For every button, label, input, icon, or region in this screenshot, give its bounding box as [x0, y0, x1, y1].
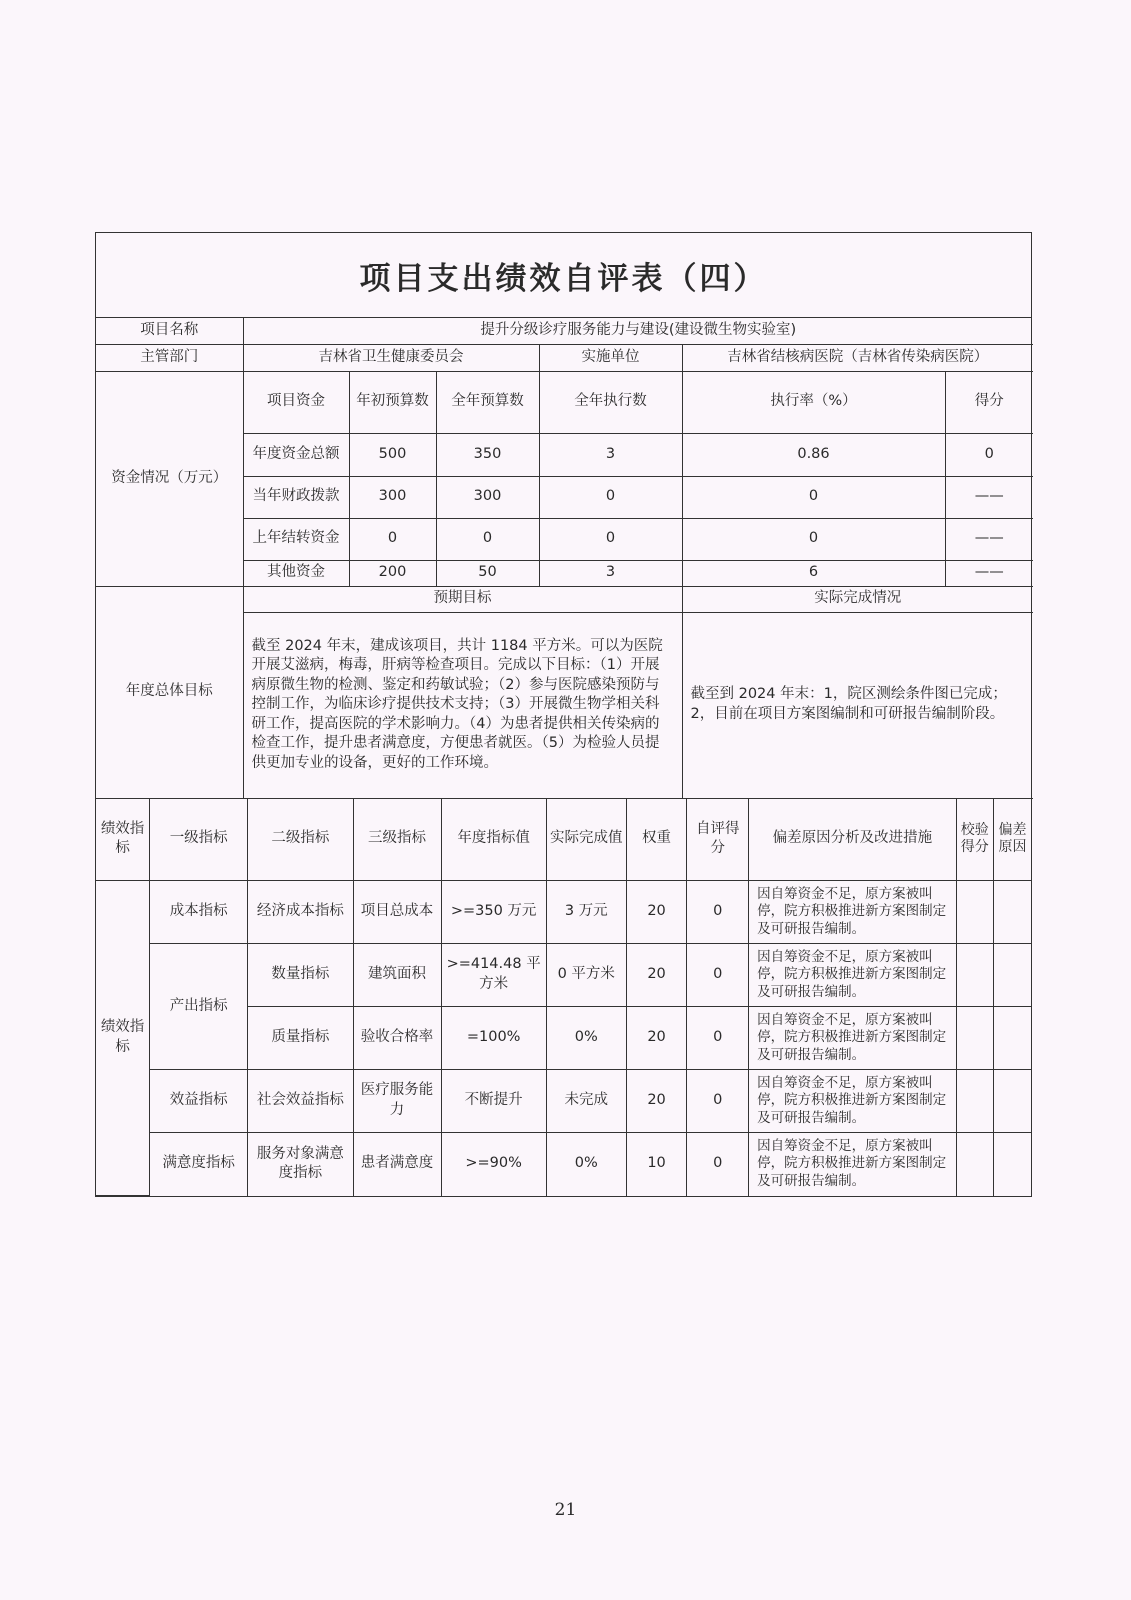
- funds-cell: 其他资金: [243, 560, 349, 586]
- perf-header: 一级指标: [150, 799, 248, 881]
- page-number: 21: [554, 1500, 577, 1520]
- perf-header: 绩效指标: [96, 799, 150, 881]
- perf-check-score: [956, 1007, 993, 1070]
- perf-reason: 因自筹资金不足，原方案被叫停，院方积极推进新方案图制定及可研报告编制。: [749, 1133, 956, 1196]
- perf-actual: 3 万元: [546, 881, 626, 944]
- perf-l1: 成本指标: [150, 881, 248, 944]
- perf-row: [96, 944, 1031, 1007]
- perf-weight: 20: [626, 881, 687, 944]
- funds-cell: 350: [436, 433, 539, 476]
- perf-weight: 10: [626, 1133, 687, 1196]
- funds-cell: ——: [945, 476, 1033, 518]
- perf-actual: 未完成: [546, 1070, 626, 1133]
- perf-l1: 效益指标: [150, 1070, 248, 1133]
- funds-cell: 0: [349, 518, 436, 560]
- perf-target: 不断提升: [441, 1070, 546, 1133]
- impl-label: 实施单位: [539, 344, 682, 371]
- perf-actual: 0%: [546, 1007, 626, 1070]
- funds-cell: 6: [682, 560, 945, 586]
- perf-l3: 项目总成本: [353, 881, 441, 944]
- perf-l2: 社会效益指标: [248, 1070, 353, 1133]
- dept-row: [96, 344, 1033, 371]
- perf-check-score: [956, 1133, 993, 1196]
- funds-cell: 0: [945, 433, 1033, 476]
- expected-goal-text: 截至 2024 年末，建成该项目，共计 1184 平方米。可以为医院开展艾滋病，梅毒，肝病等检查项目。完成以下目标：（1）开展病原微生物的检测、鉴定和药敏试验；（2）参与医院感染预防与控制工作，为临床诊疗提供技术支持；（3）开展微生物学相关科研工作，提高医院的学术影响力。（4）为患者提供相关传染病的检查工作，提升患者满意度，方便患者就医。（5）为检验人员提供更加专业的设备，更好的工作环境。: [243, 612, 682, 798]
- perf-row: [96, 1133, 1031, 1196]
- perf-target: >=90%: [441, 1133, 546, 1196]
- funds-cell: 3: [539, 433, 682, 476]
- perf-row: [96, 881, 1031, 944]
- expected-goal-header: 预期目标: [243, 586, 682, 612]
- perf-check-score: [956, 944, 993, 1007]
- project-name-row: [96, 318, 1033, 344]
- perf-header: 年度指标值: [441, 799, 546, 881]
- perf-l2: 经济成本指标: [248, 881, 353, 944]
- goals-header-row: [96, 586, 1033, 612]
- perf-header: 校验得分: [956, 799, 993, 881]
- perf-l1: 产出指标: [150, 944, 248, 1070]
- perf-reason: 因自筹资金不足，原方案被叫停，院方积极推进新方案图制定及可研报告编制。: [749, 1070, 956, 1133]
- actual-result-header: 实际完成情况: [682, 586, 1033, 612]
- perf-weight: 20: [626, 1070, 687, 1133]
- perf-header: 偏差原因: [994, 799, 1032, 881]
- perf-l3: 验收合格率: [353, 1007, 441, 1070]
- perf-check-score: [956, 881, 993, 944]
- funds-cell: ——: [945, 560, 1033, 586]
- funds-cell: 当年财政拨款: [243, 476, 349, 518]
- funds-cell: 300: [436, 476, 539, 518]
- perf-reason: 因自筹资金不足，原方案被叫停，院方积极推进新方案图制定及可研报告编制。: [749, 1007, 956, 1070]
- perf-deviation: [994, 881, 1032, 944]
- form-title: 项目支出绩效自评表（四）: [96, 233, 1031, 318]
- perf-header: 二级指标: [248, 799, 353, 881]
- funds-header: 项目资金: [243, 371, 349, 433]
- project-name-value: 提升分级诊疗服务能力与建设(建设微生物实验室): [243, 318, 1033, 344]
- impl-value: 吉林省结核病医院（吉林省传染病医院）: [682, 344, 1033, 371]
- self-evaluation-form: [95, 232, 1032, 1197]
- perf-score: 0: [687, 1133, 749, 1196]
- funds-header: 年初预算数: [349, 371, 436, 433]
- perf-target: >=350 万元: [441, 881, 546, 944]
- funds-cell: 0: [436, 518, 539, 560]
- funds-header: 执行率（%）: [682, 371, 945, 433]
- perf-deviation: [994, 1070, 1032, 1133]
- perf-score: 0: [687, 944, 749, 1007]
- perf-actual: 0%: [546, 1133, 626, 1196]
- perf-reason: 因自筹资金不足，原方案被叫停，院方积极推进新方案图制定及可研报告编制。: [749, 881, 956, 944]
- funds-cell: 300: [349, 476, 436, 518]
- funds-cell: 0: [682, 518, 945, 560]
- perf-actual: 0 平方米: [546, 944, 626, 1007]
- perf-header: 偏差原因分析及改进措施: [749, 799, 956, 881]
- perf-check-score: [956, 1070, 993, 1133]
- dept-value: 吉林省卫生健康委员会: [243, 344, 539, 371]
- perf-score: 0: [687, 1070, 749, 1133]
- perf-l2: 数量指标: [248, 944, 353, 1007]
- perf-deviation: [994, 944, 1032, 1007]
- perf-score: 0: [687, 1007, 749, 1070]
- funds-header: 得分: [945, 371, 1033, 433]
- funds-cell: 0: [539, 518, 682, 560]
- perf-target: =100%: [441, 1007, 546, 1070]
- perf-label: 绩效指标: [96, 881, 150, 1196]
- perf-target: >=414.48 平方米: [441, 944, 546, 1007]
- funds-cell: 50: [436, 560, 539, 586]
- perf-score: 0: [687, 881, 749, 944]
- perf-l3: 患者满意度: [353, 1133, 441, 1196]
- perf-weight: 20: [626, 944, 687, 1007]
- perf-l3: 医疗服务能力: [353, 1070, 441, 1133]
- perf-l1: 满意度指标: [150, 1133, 248, 1196]
- funds-label: 资金情况（万元）: [96, 371, 243, 586]
- funds-cell: 0: [539, 476, 682, 518]
- perf-header: 三级指标: [353, 799, 441, 881]
- funds-cell: 500: [349, 433, 436, 476]
- perf-l3: 建筑面积: [353, 944, 441, 1007]
- funds-cell: 0: [682, 476, 945, 518]
- funds-cell: 200: [349, 560, 436, 586]
- perf-row: [96, 1070, 1031, 1133]
- dept-label: 主管部门: [96, 344, 243, 371]
- funds-cell: ——: [945, 518, 1033, 560]
- actual-result-text: 截至到 2024 年末：1，院区测绘条件图已完成；2，目前在项目方案图编制和可研报告编制阶段。: [682, 612, 1033, 798]
- perf-deviation: [994, 1007, 1032, 1070]
- funds-header: 全年执行数: [539, 371, 682, 433]
- perf-deviation: [994, 1133, 1032, 1196]
- funds-cell: 0.86: [682, 433, 945, 476]
- perf-reason: 因自筹资金不足，原方案被叫停，院方积极推进新方案图制定及可研报告编制。: [749, 944, 956, 1007]
- funds-cell: 3: [539, 560, 682, 586]
- project-name-label: 项目名称: [96, 318, 243, 344]
- info-table: [96, 318, 1033, 799]
- funds-cell: 年度资金总额: [243, 433, 349, 476]
- perf-header-row: [96, 799, 1031, 881]
- performance-table: [96, 799, 1031, 1197]
- perf-header: 自评得分: [687, 799, 749, 881]
- funds-header: 全年预算数: [436, 371, 539, 433]
- perf-header: 权重: [626, 799, 687, 881]
- perf-header: 实际完成值: [546, 799, 626, 881]
- perf-l2: 服务对象满意度指标: [248, 1133, 353, 1196]
- perf-weight: 20: [626, 1007, 687, 1070]
- funds-cell: 上年结转资金: [243, 518, 349, 560]
- goals-label: 年度总体目标: [96, 586, 243, 798]
- perf-l2: 质量指标: [248, 1007, 353, 1070]
- funds-header-row: [96, 371, 1033, 433]
